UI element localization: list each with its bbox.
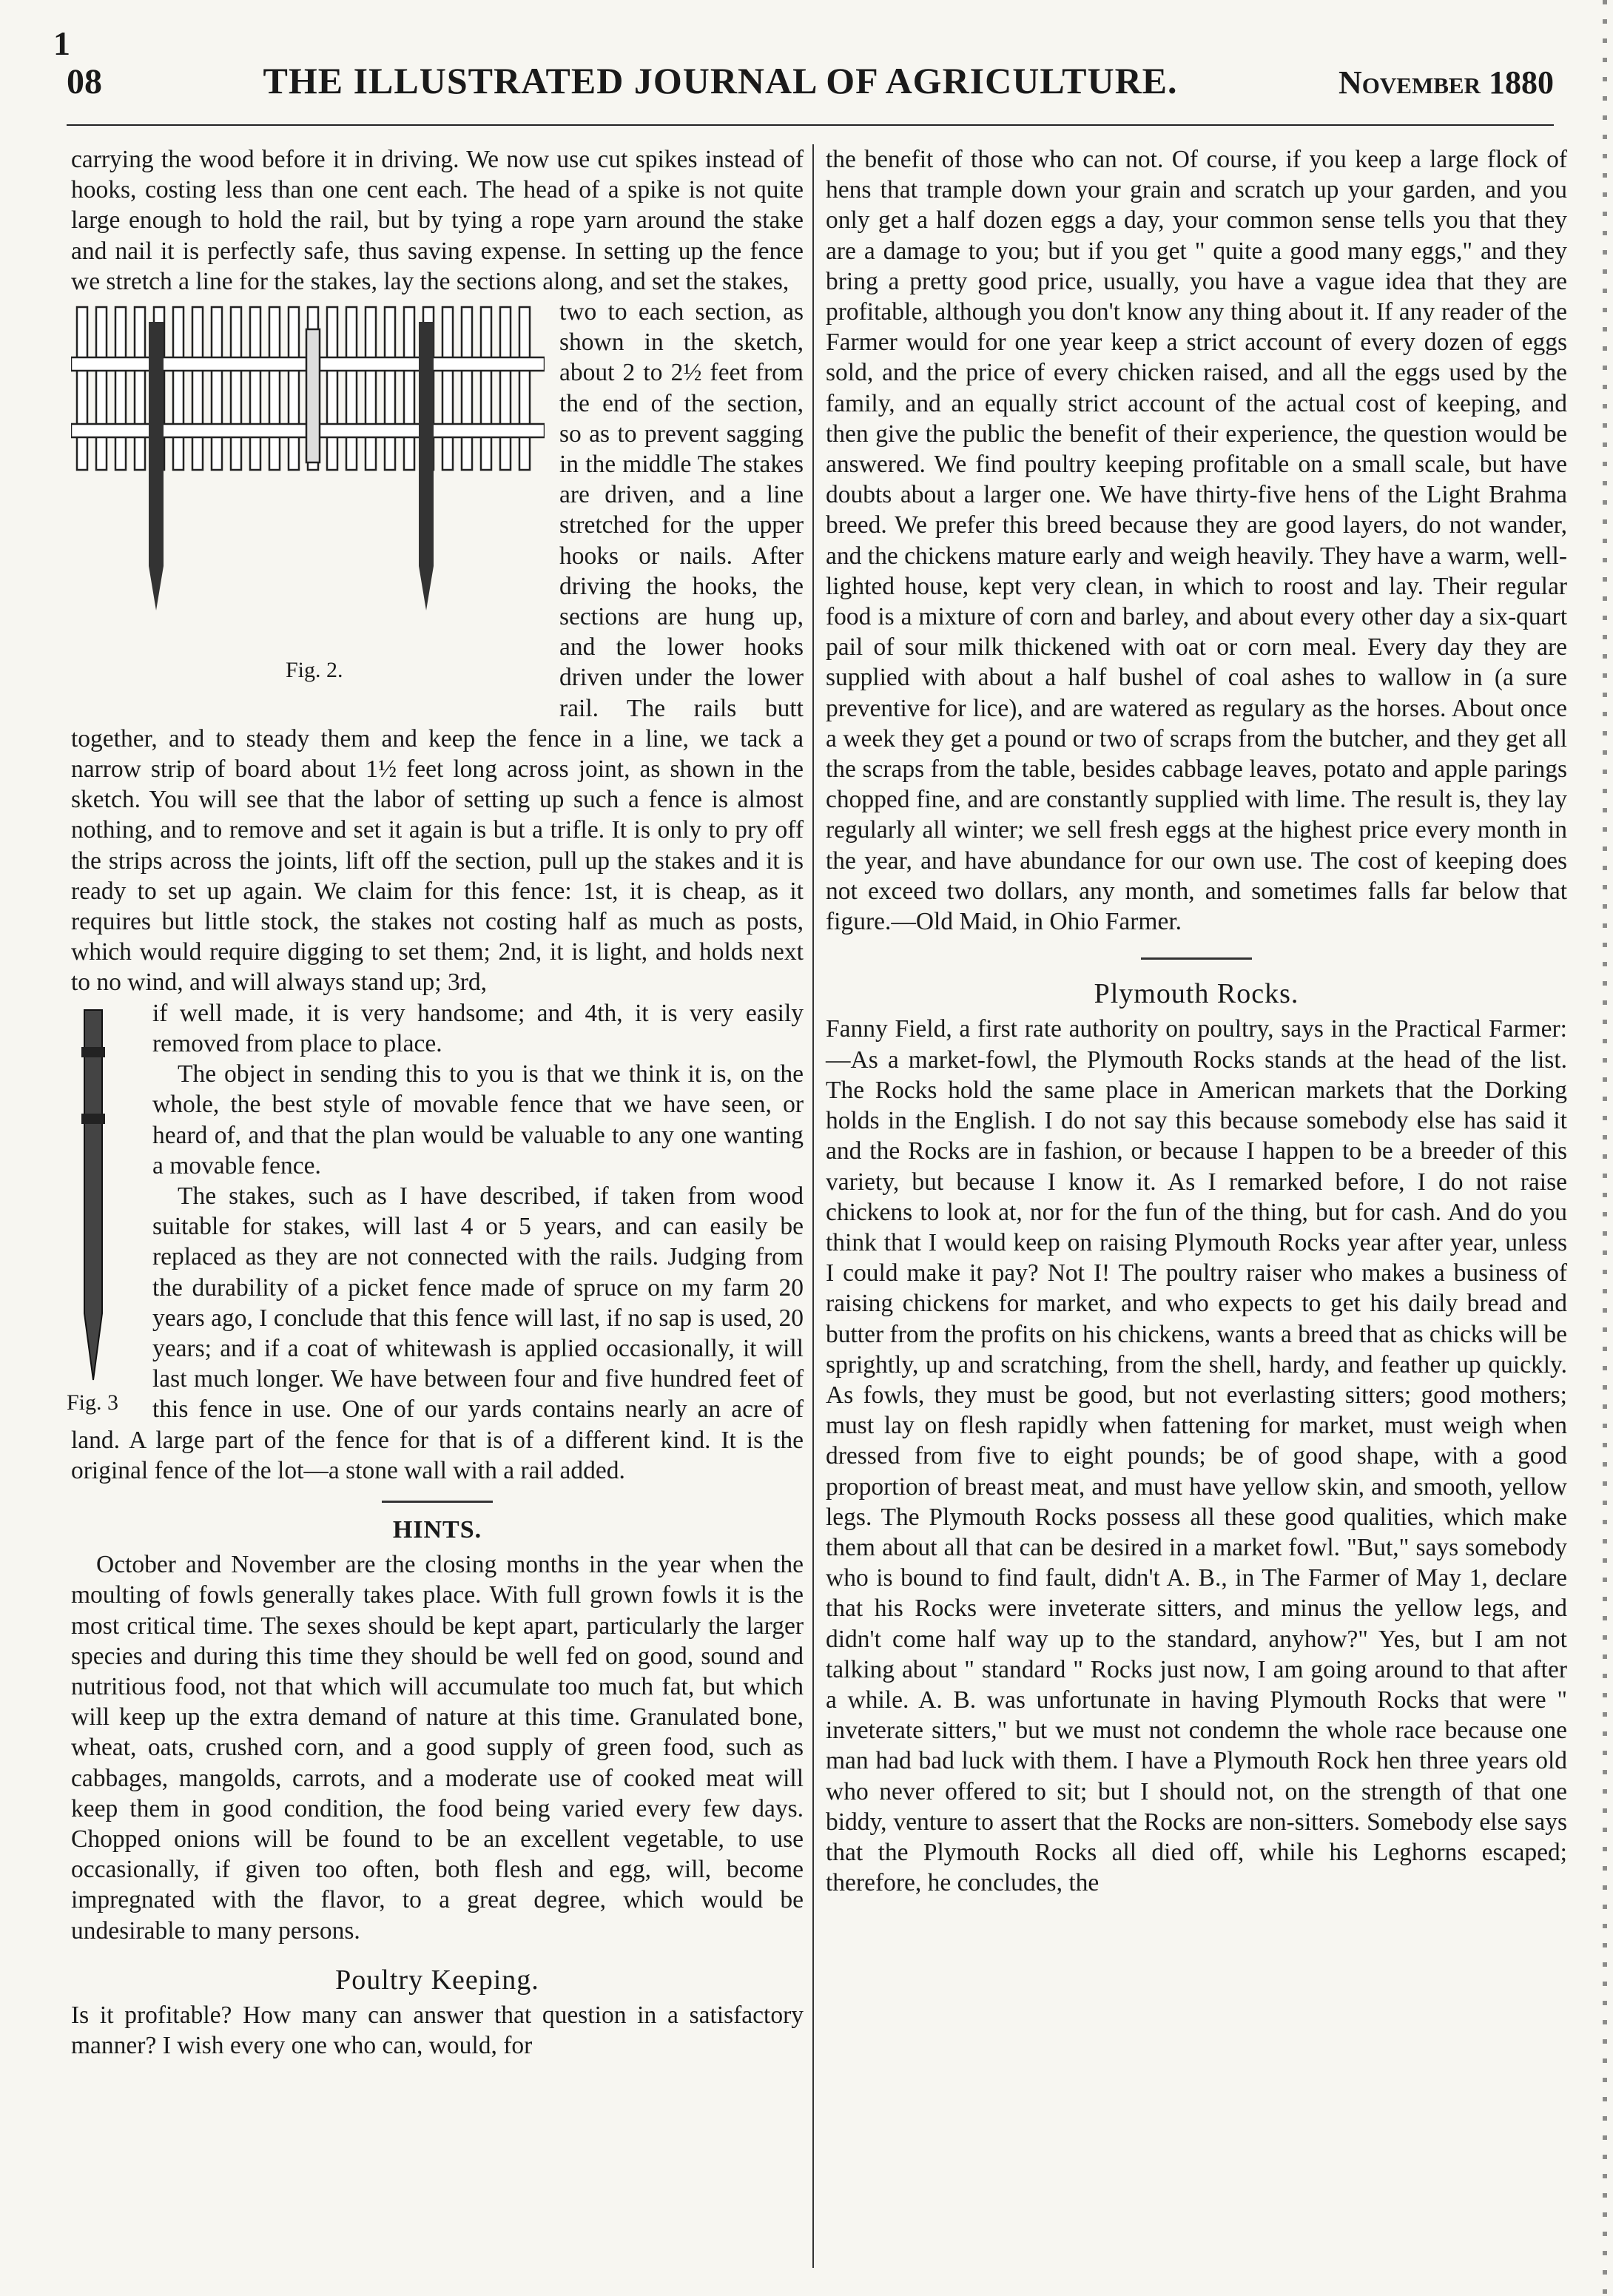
hints-paragraph: October and November are the closing months in the year when the moulting of fowls generally takes place. With full grown fowls it is the most critical time. The sexes should be kept apart, particularly the larger species and during this time they should be well fed on good, sound and nutritious food, not that which will accumulate too much fat, but which will keep up the extra demand of nature at this time. Granulated bone, wheat, oats, crushed corn, and a good supply of green food, such as cabbages, mangolds, carrots, and a moderate use of cooked meat will keep them in good condition, the food being varied every few days. Chopped onions will be found to be an excellent vegetable, to use occasionally, if given too often, both flesh and egg, will, become impregnated with the flavor, to a great degree, which would be undesirable to many persons. <box>71 1551 804 1945</box>
scan-edge <box>1603 0 1607 2296</box>
left-column <box>67 144 804 2061</box>
page-header <box>67 59 1554 126</box>
section-rule <box>382 1501 493 1503</box>
fence-paragraph-4: The object in sending this to you is that we think it is, on the whole, the best style of movable fence that we have seen, or heard of, and that the plan would be valuable to any one wanting a movable fence. <box>152 1060 804 1179</box>
fence-section-illustration <box>71 300 545 647</box>
stake-figure-3 <box>67 1003 138 1417</box>
poultry-keeping-continued: the benefit of those who can not. Of course, if you keep a large flock of hens that trample down your grain and scratch up your garden, and you only get a half dozen eggs a day, your common sense tells you that they are a damage to you; but if you get " quite a good many eggs," and they bring a pretty good price, usually, you have a vague idea that they are profitable, although you don't know any thing about it. If any reader of the Farmer would for one year keep a strict account of every dozen of eggs sold, and the price of every chicken raised, and all the eggs used by the family, and an equally strict account of the actual cost of keeping, and then give the public the benefit of their experience, the question would be answered. We find poultry keeping profitable on a small scale, but have doubts about a larger one. We have thirty-five hens of the Light Brahma breed. We prefer this breed because they are good layers, do not wander, and the chickens mature early and weigh heavily. They have a warm, well-lighted house, kept very clean, in which to roost and lay. Their regular food is a mixture of corn and barley, and about every other day a six-quart pail of sour milk thickened with oat or corn meal. Every day they are supplied with about a half bushel of coal ashes to wallow in (a sure preventive for lice), and are watered as regulary as the horses. About once a week they get a pound or two of scraps from the butcher, and they get all the scraps from the table, besides cabbage leaves, potato and apple parings chopped fine, and are constantly supplied with lime. The result is, they lay regularly all winter; we sell fresh eggs at the highest price every month in the year, and have abundance for our own use. The cost of keeping does not exceed two dollars, any month, and sometimes falls far below that figure.—Old Maid, in Ohio Farmer. <box>826 146 1567 936</box>
page-corner-number: 1 <box>53 24 70 62</box>
right-column <box>826 144 1567 1898</box>
issue-date: November 1880 <box>1338 64 1554 101</box>
fence-figure-2 <box>71 300 545 692</box>
plymouth-rocks-paragraph: Fanny Field, a first rate authority on poultry, says in the Practical Farmer:—As a market-fowl, the Plymouth Rocks stands at the head of the list. The Rocks hold the same place in American markets that the Dorking holds in the English. I do not say this because somebody else has said it and the Rocks are in fashion, or because I happen to be a breeder of this variety, but because I know it. As I remarked before, I do not raise chickens to look at, nor for the fun of the thing, but for cash. And do you think that I would keep on raising Plymouth Rocks year after year, unless I could make it pay? Not I! The poultry raiser who makes a business of raising chickens for market, and who expects to get his daily bread and butter from the profits on his chickens, wants a breed that as chicks will be sprightly, up and scratching, from the shell, hardy, and feather up quickly. As fowls, they must be good, but not everlasting sitters; good mothers; must lay on flesh rapidly when fattening for market, must weigh when dressed from five to eight pounds; be of good shape, with a good proportion of breast meat, and must have yellow skin, and smooth, yellow legs. The Plymouth Rocks possess all these good qualities, which make them about all that can be desired in a market fowl. "But," says somebody who is bound to find fault, didn't A. B., in The Farmer of May 1, declare that his Rocks were inveterate sitters, and minus the yellow legs, and didn't come half way up to the standard, anyhow?" Yes, but I am not talking about " standard " Rocks just now, I am going around to that after a while. A. B. was unfortunate in having Plymouth Rocks that were " inveterate sitters," but we must not condemn the whole race because one man had bad luck with them. I have a Plymouth Rock hen three years old who never offered to sit; but I should not, on the strength of that one biddy, venture to assert that the Rocks are non-sitters. Somebody else says that the Plymouth Rocks all died off, while his Leghorns escaped; therefore, he concludes, the <box>826 1015 1567 1897</box>
poultry-keeping-heading: Poultry Keeping. <box>335 1964 539 1996</box>
fence-paragraph-1: carrying the wood before it in driving. We now use cut spikes instead of hooks, costing less than one cent each. The head of a spike is not quite large enough to hold the rail, but by tying a rope yarn around the stake and nail it is perfectly safe, thus saving expense. In setting up the fence we stretch a line for the stakes, lay the sections along, and set the stakes, <box>71 146 804 295</box>
fence-paragraph-3: if well made, it is very handsome; and 4th, it is very easily removed from place to place. <box>152 999 804 1057</box>
column-divider <box>812 144 814 2268</box>
poultry-keeping-paragraph: Is it profitable? How many can answer that question in a satisfactory manner? I wish every one who can, would, for <box>71 2001 804 2060</box>
fig3-caption: Fig. 3 <box>67 1390 119 1415</box>
fence-paragraph-2: two to each section, as shown in the sketch, about 2 to 2½ feet from the end of the section, so as to prevent sagging in the middle The stakes are driven, and a line stretched for the upper hooks or nails. After driving the hooks, the sections are hung up, and the lower hooks driven under the lower rail. The rails butt together, and to steady them and keep the fence in a line, we tack a narrow strip of board about 1½ feet long across joint, as shown in the sketch. You will see that the labor of setting up such a fence is almost nothing, and to remove and set it again is but a trifle. It is only to pry off the strips across the joints, lift off the section, pull up the stakes and it is ready to set up again. We claim for this fence: 1st, it is cheap, as it requires but little stock, the stakes not costing half as much as posts, which would require digging to set them; 2nd, it is light, and holds next to no wind, and will always stand up; 3rd, <box>71 298 804 997</box>
section-rule <box>1141 957 1252 960</box>
stake-illustration <box>71 1003 115 1387</box>
hints-heading: HINTS. <box>392 1515 482 1543</box>
fig2-caption: Fig. 2. <box>286 658 343 683</box>
journal-title: THE ILLUSTRATED JOURNAL OF AGRICULTURE. <box>263 60 1178 101</box>
page-number: 08 <box>67 62 102 101</box>
plymouth-rocks-heading: Plymouth Rocks. <box>1094 978 1299 1010</box>
fence-paragraph-5: The stakes, such as I have described, if taken from wood suitable for stakes, will last 4 or 5 years, and can easily be replaced as they are not connected with the rails. Judging from the durability of a picket fence made of spruce on my farm 20 years ago, I conclude that this fence will last, if no sap is used, 20 years; and if a coat of whitewash is applied occasionally, it will last much longer. We have between four and five hundred feet of this fence in use. One of our yards contains nearly an acre of land. A large part of the fence for that is of a different kind. It is the original fence of the lot—a stone wall with a rail added. <box>71 1182 804 1484</box>
